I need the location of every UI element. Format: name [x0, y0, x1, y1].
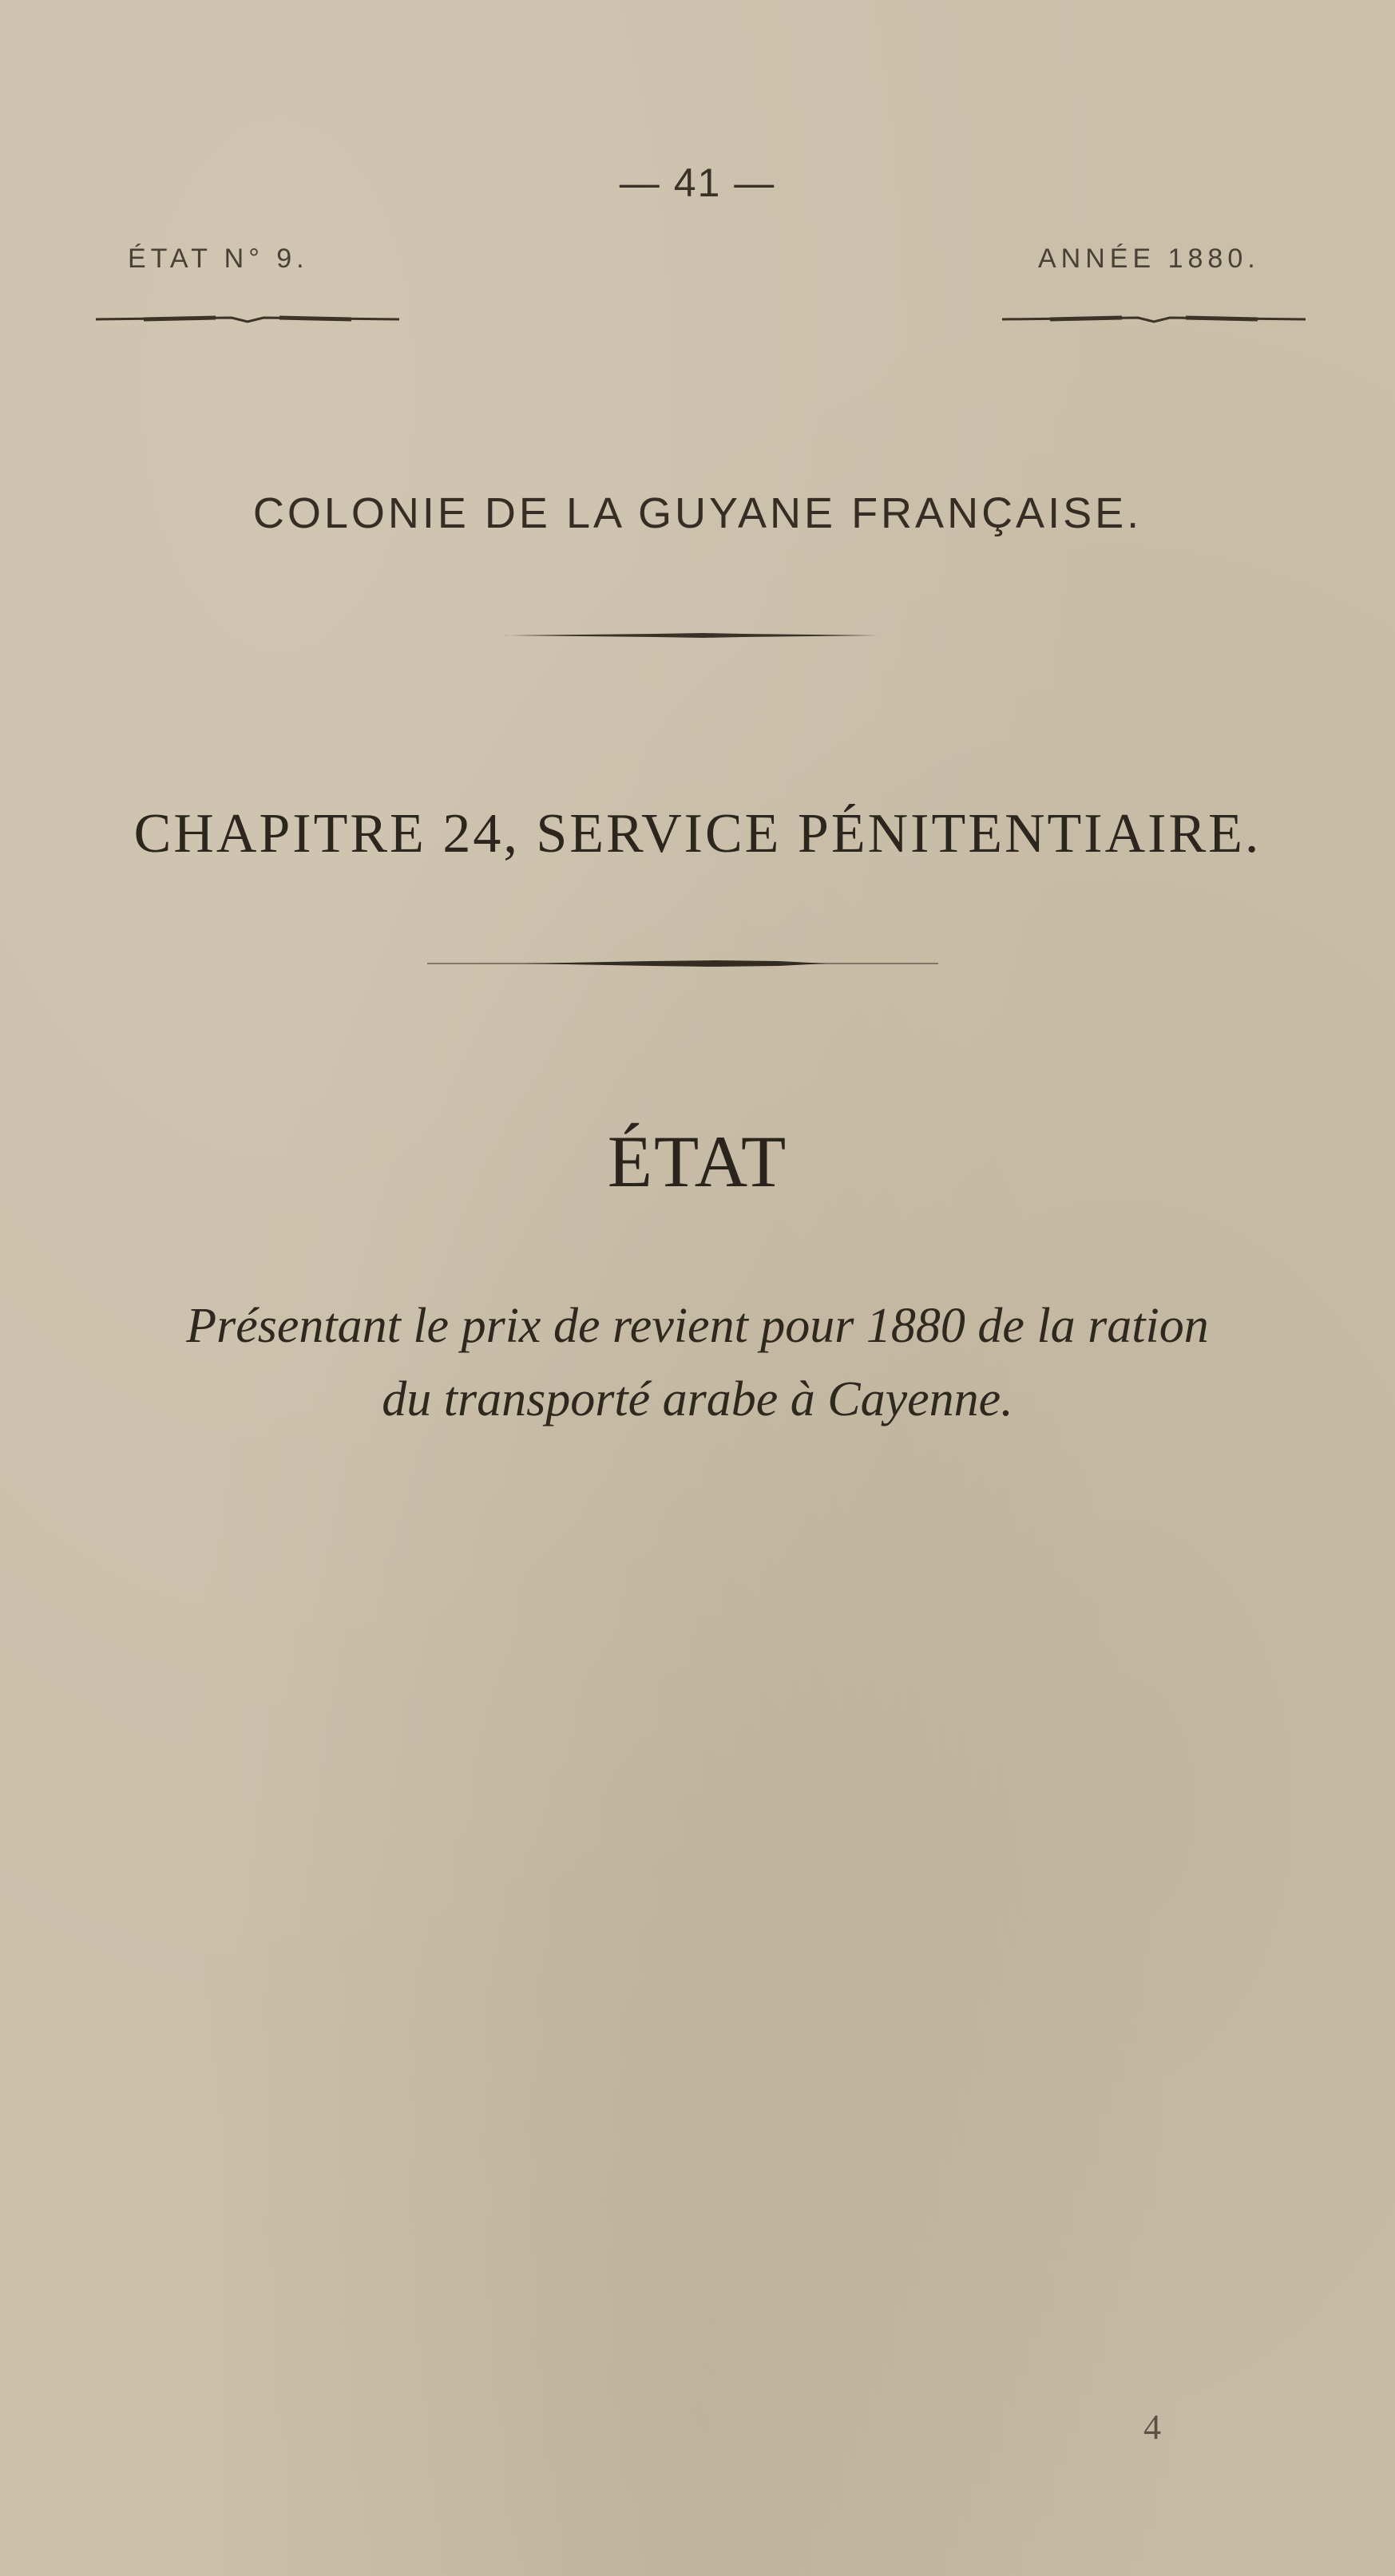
subtitle-line-2: du transporté arabe à Cayenne.	[382, 1372, 1013, 1426]
chapter-rule	[427, 958, 938, 969]
document-title: ÉTAT	[607, 1121, 788, 1202]
header-left-rule	[96, 311, 399, 327]
document-subtitle	[80, 1289, 1315, 1436]
page-number: — 41 —	[619, 160, 776, 205]
header-right-rule	[1002, 311, 1306, 327]
colony-heading: COLONIE DE LA GUYANE FRANÇAISE.	[252, 489, 1143, 537]
signature-mark: 4	[1143, 2408, 1161, 2447]
colony-rule	[503, 631, 878, 640]
year-label: ANNÉE 1880.	[1038, 243, 1260, 274]
chapter-heading: CHAPITRE 24, SERVICE PÉNITENTIAIRE.	[133, 803, 1262, 865]
state-number: ÉTAT N° 9.	[128, 243, 309, 274]
subtitle-line-1: Présentant le prix de revient pour 1880 de la ration	[186, 1299, 1209, 1353]
